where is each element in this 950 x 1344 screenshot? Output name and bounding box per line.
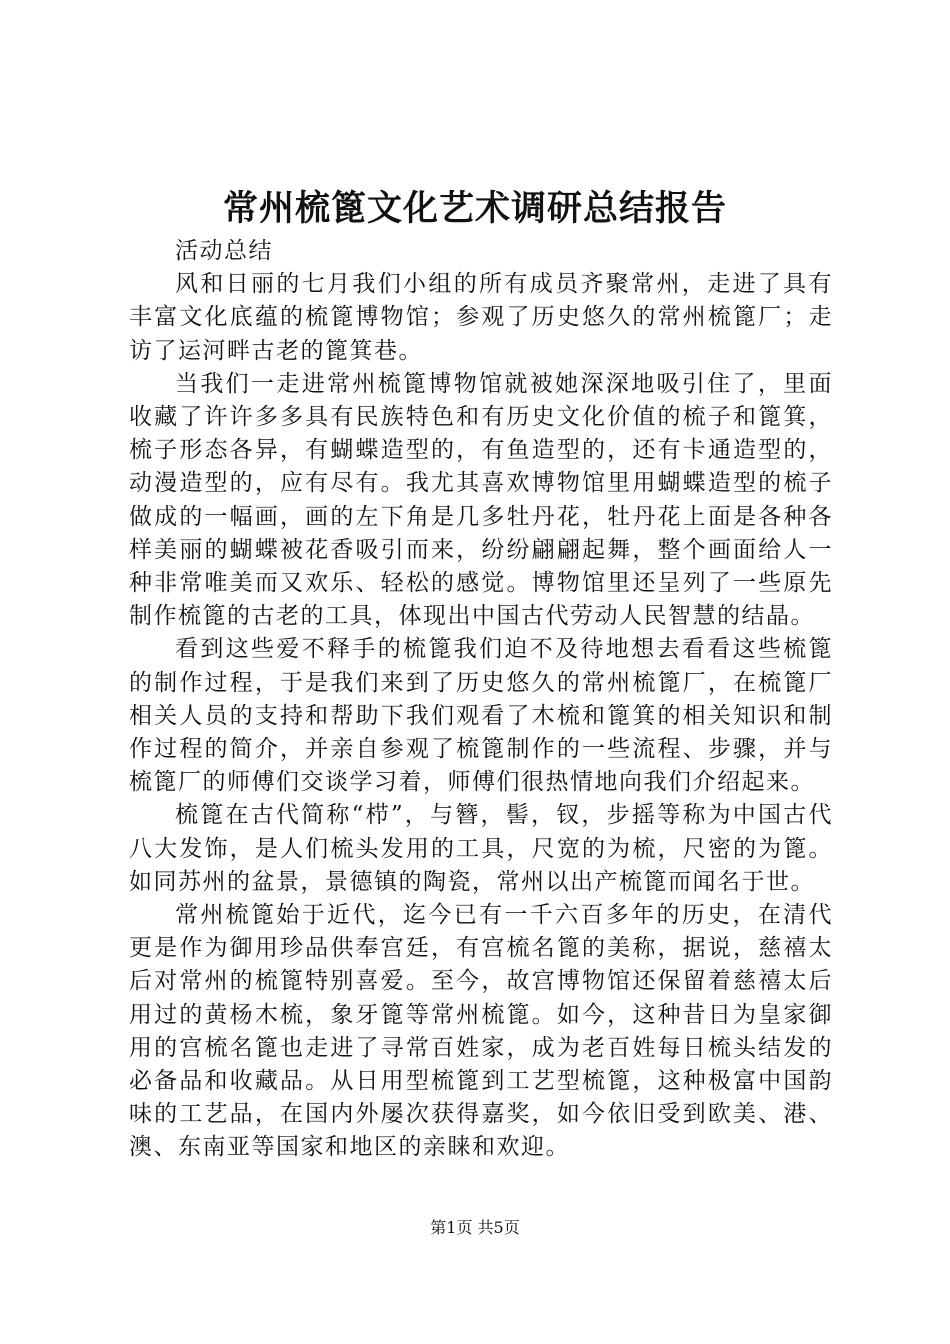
paragraph-museum: 当我们一走进常州梳篦博物馆就被她深深地吸引住了，里面收藏了许许多多具有民族特色和有历史文化价值的梳子和篦箕，梳子形态各异，有蝴蝶造型的，有鱼造型的，还有卡通造型的，动漫造型的，应有尽有。我尤其喜欢博物馆里用蝴蝶造型的梳子做成的一幅画，画的左下角是几多牡丹花，牡丹花上面是各种各样美丽的蝴蝶被花香吸引而来，纷纷翩翩起舞，整个画面给人一种非常唯美而又欢乐、轻松的感觉。博物馆里还呈列了一些原先制作梳篦的古老的工具，体现出中国古代劳动人民智慧的结晶。 — [129, 370, 833, 630]
paragraph-intro: 风和日丽的七月我们小组的所有成员齐聚常州，走进了具有丰富文化底蕴的梳篦博物馆；参观了历史悠久的常州梳篦厂；走访了运河畔古老的篦箕巷。 — [129, 271, 833, 364]
page-number-footer: 第1页 共5页 — [430, 1218, 520, 1237]
paragraph-origin: 常州梳篦始于近代，迄今已有一千六百多年的历史，在清代更是作为御用珍品供奉宫廷，有宫梳名篦的美称，据说，慈禧太后对常州的梳篦特别喜爱。至今，故宫博物馆还保留着慈禧太后用过的黄杨木梳，象牙篦等常州梳篦。如今，这种昔日为皇家御用的宫梳名篦也走进了寻常百姓家，成为老百姓每日梳头结发的必备品和收藏品。从日用型梳篦到工艺型梳篦，这种极富中国韵味的工艺品，在国内外屡次获得嘉奖，如今依旧受到欧美、港、澳、东南亚等国家和地区的亲睐和欢迎。 — [129, 902, 833, 1161]
page-title: 常州梳篦文化艺术调研总结报告 — [222, 188, 727, 229]
paragraph-history: 梳篦在古代简称“栉”，与簪，髻，钗，步摇等称为中国古代八大发饰，是人们梳头发用的工具，尺宽的为梳，尺密的为篦。如同苏州的盆景，景德镇的陶瓷，常州以出产梳篦而闻名于世。 — [129, 802, 833, 895]
paragraph-factory: 看到这些爱不释手的梳篦我们迫不及待地想去看看这些梳篦的制作过程，于是我们来到了历史悠久的常州梳篦厂，在梳篦厂相关人员的支持和帮助下我们观看了木梳和篦箕的相关知识和制作过程的简介，并亲自参观了梳篦制作的一些流程、步骤，并与梳篦厂的师傅们交谈学习着，师傅们很热情地向我们介绍起来。 — [129, 636, 833, 796]
document-body — [129, 235, 833, 1165]
section-heading: 活动总结 — [175, 238, 273, 264]
